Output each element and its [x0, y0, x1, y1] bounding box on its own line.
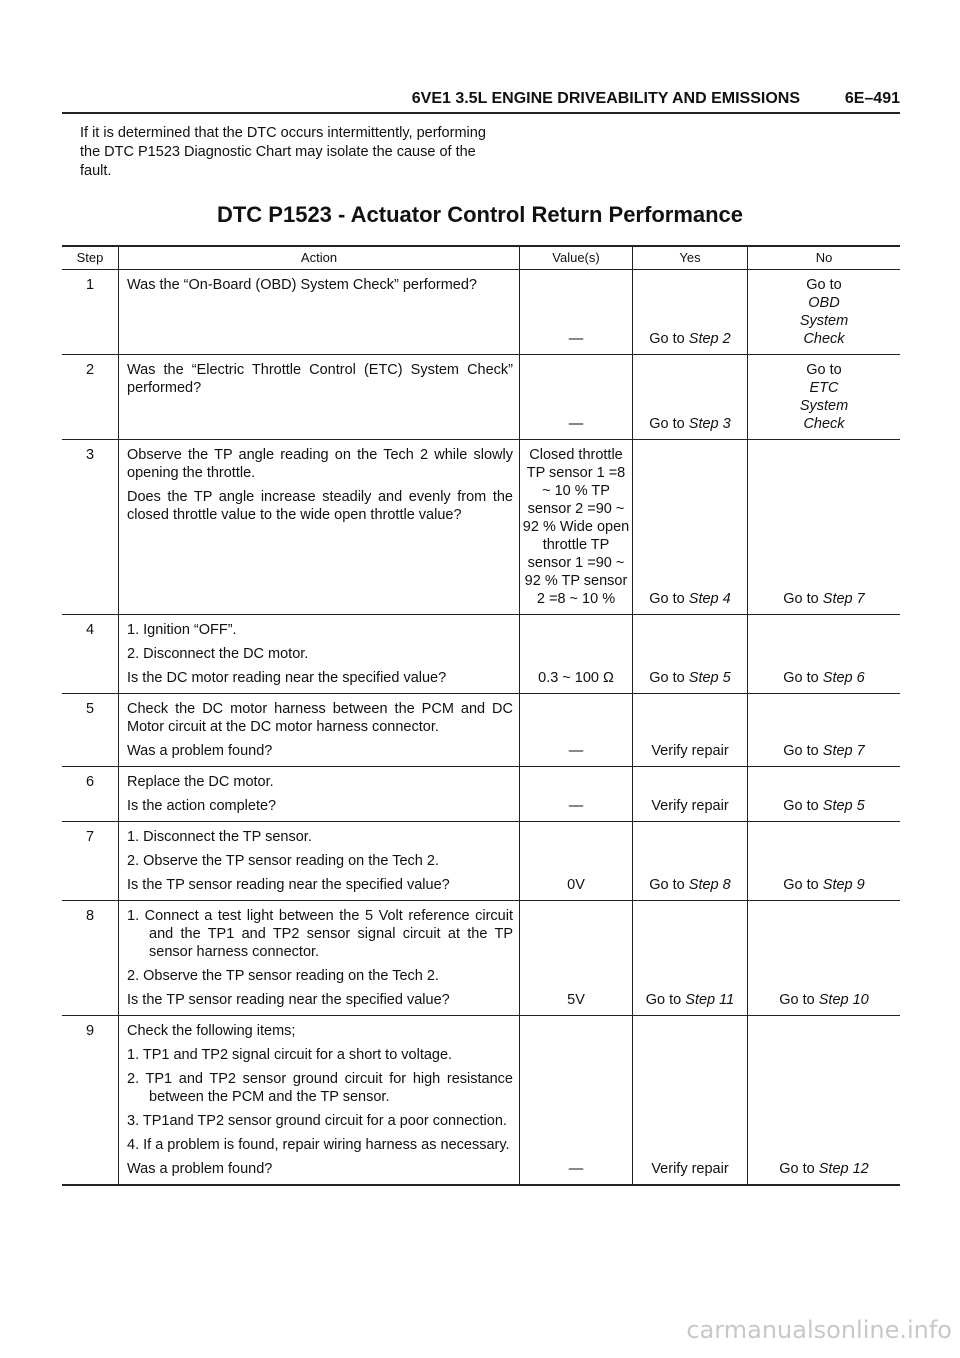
- no-cell: [748, 901, 901, 1016]
- action-line: Check the DC motor harness between the PCM and DC Motor circuit at the DC motor harness connector.: [127, 701, 513, 735]
- value-cell: 5V: [520, 901, 633, 1016]
- value-cell: 0.3 ~ 100 Ω: [520, 615, 633, 694]
- step-number: 7: [62, 822, 119, 901]
- no-cell-text: Go to: [783, 670, 819, 686]
- no-cell-reference: Step 6: [822, 670, 865, 686]
- no-cell-text: Go to: [783, 798, 819, 814]
- yes-cell: [633, 355, 748, 440]
- no-cell: [748, 767, 901, 822]
- no-cell-reference: Step 5: [822, 798, 865, 814]
- table-header-row: [62, 246, 900, 270]
- no-cell-text: Go to: [779, 992, 815, 1008]
- yes-cell: [633, 694, 748, 767]
- no-cell: [748, 355, 901, 440]
- yes-cell: [633, 615, 748, 694]
- action-line: 3. TP1and TP2 sensor ground circuit for a poor connection.: [127, 1113, 507, 1129]
- no-cell-text: Go to: [806, 277, 842, 293]
- yes-cell-text: Verify repair: [651, 743, 729, 759]
- table-row: [62, 355, 900, 440]
- watermark: carmanualsonline.info: [686, 1316, 952, 1344]
- header-value: Value(s): [520, 246, 633, 270]
- yes-cell-reference: Step 8: [688, 877, 731, 893]
- action-line: Replace the DC motor.: [127, 774, 274, 790]
- action-line: 2. Disconnect the DC motor.: [127, 646, 309, 662]
- no-cell: [748, 694, 901, 767]
- value-cell: —: [520, 1016, 633, 1186]
- action-line: Observe the TP angle reading on the Tech 2 while slowly opening the throttle.: [127, 447, 513, 481]
- action-cell: [119, 355, 520, 440]
- page-number: 6E–491: [844, 90, 900, 107]
- value-cell: —: [520, 767, 633, 822]
- page-header: [62, 86, 900, 114]
- action-cell: [119, 694, 520, 767]
- yes-cell: [633, 270, 748, 355]
- step-number: 9: [62, 1016, 119, 1186]
- action-line: 4. If a problem is found, repair wiring harness as necessary.: [127, 1137, 510, 1153]
- no-cell: [748, 440, 901, 615]
- table-row: [62, 615, 900, 694]
- step-number: 6: [62, 767, 119, 822]
- value-cell: —: [520, 355, 633, 440]
- table-row: [62, 1016, 900, 1186]
- no-cell-text: Go to: [783, 877, 819, 893]
- step-number: 4: [62, 615, 119, 694]
- no-cell-text: Go to: [806, 362, 842, 378]
- no-cell-reference: Step 7: [822, 591, 865, 607]
- value-cell: 0V: [520, 822, 633, 901]
- table-row: [62, 270, 900, 355]
- value-cell: Closed throttle TP sensor 1 =8 ~ 10 % TP sensor 2 =90 ~ 92 % Wide open throttle TP sensor 1 =90 ~ 92 % TP sensor 2 =8 ~ 10 %: [520, 440, 633, 615]
- header-action: Action: [119, 246, 520, 270]
- no-cell-text: Go to: [783, 743, 819, 759]
- action-line: 1. TP1 and TP2 signal circuit for a short to voltage.: [127, 1047, 453, 1063]
- yes-cell-text: Go to: [649, 331, 685, 347]
- value-cell: —: [520, 694, 633, 767]
- action-cell: [119, 767, 520, 822]
- yes-cell: [633, 822, 748, 901]
- no-cell: [748, 615, 901, 694]
- table-row: [62, 440, 900, 615]
- table-row: [62, 767, 900, 822]
- action-line: Is the DC motor reading near the specified value?: [127, 670, 447, 686]
- header-yes: Yes: [633, 246, 748, 270]
- action-line: Is the TP sensor reading near the specified value?: [127, 877, 450, 893]
- step-number: 1: [62, 270, 119, 355]
- no-cell-reference: Step 9: [822, 877, 865, 893]
- table-row: [62, 694, 900, 767]
- intro-paragraph: If it is determined that the DTC occurs intermittently, performing the DTC P1523 Diagnostic Chart may isolate the cause of the fault.: [80, 125, 486, 179]
- action-cell: [119, 822, 520, 901]
- action-line: Check the following items;: [127, 1023, 296, 1039]
- no-cell-reference: Step 7: [822, 743, 865, 759]
- action-line: 2. TP1 and TP2 sensor ground circuit for high resistance between the PCM and the TP sensor.: [127, 1071, 513, 1105]
- yes-cell: [633, 1016, 748, 1186]
- yes-cell: [633, 901, 748, 1016]
- yes-cell-text: Go to: [649, 877, 685, 893]
- yes-cell-text: Go to: [649, 591, 685, 607]
- yes-cell-reference: Step 2: [688, 331, 731, 347]
- action-cell: [119, 615, 520, 694]
- table-row: [62, 822, 900, 901]
- chart-title: DTC P1523 - Actuator Control Return Performance: [216, 202, 744, 227]
- action-line: 2. Observe the TP sensor reading on the Tech 2.: [127, 853, 439, 869]
- header-no: No: [748, 246, 901, 270]
- action-line: 1. Connect a test light between the 5 Volt reference circuit and the TP1 and TP2 sensor signal circuit at the TP sensor harness connector.: [127, 908, 513, 960]
- no-cell-reference: ETC System Check: [799, 380, 849, 432]
- action-line: Was a problem found?: [127, 743, 273, 759]
- action-line: Was the “On-Board (OBD) System Check” performed?: [127, 277, 477, 293]
- header-title: 6VE1 3.5L ENGINE DRIVEABILITY AND EMISSIONS: [411, 90, 800, 107]
- no-cell: [748, 1016, 901, 1186]
- step-number: 8: [62, 901, 119, 1016]
- yes-cell-reference: Step 4: [688, 591, 731, 607]
- table-row: [62, 901, 900, 1016]
- diagnostic-table: [62, 245, 900, 1186]
- no-cell-text: Go to: [783, 591, 819, 607]
- step-number: 2: [62, 355, 119, 440]
- yes-cell-text: Go to: [649, 416, 685, 432]
- step-number: 3: [62, 440, 119, 615]
- yes-cell-text: Verify repair: [651, 798, 729, 814]
- no-cell: [748, 270, 901, 355]
- action-cell: [119, 270, 520, 355]
- action-line: Was a problem found?: [127, 1161, 273, 1177]
- yes-cell-text: Verify repair: [651, 1161, 729, 1177]
- table-body: [62, 270, 900, 1186]
- step-number: 5: [62, 694, 119, 767]
- no-cell-reference: OBD System Check: [799, 295, 849, 347]
- action-line: Is the TP sensor reading near the specified value?: [127, 992, 450, 1008]
- action-cell: [119, 440, 520, 615]
- action-line: Does the TP angle increase steadily and evenly from the closed throttle value to the wide open throttle value?: [127, 489, 513, 523]
- action-line: 1. Ignition “OFF”.: [127, 622, 237, 638]
- action-line: Is the action complete?: [127, 798, 277, 814]
- no-cell-reference: Step 12: [818, 1161, 869, 1177]
- header-step: Step: [62, 246, 119, 270]
- action-cell: [119, 901, 520, 1016]
- yes-cell-reference: Step 3: [688, 416, 731, 432]
- yes-cell: [633, 440, 748, 615]
- yes-cell: [633, 767, 748, 822]
- action-line: 2. Observe the TP sensor reading on the Tech 2.: [127, 968, 439, 984]
- no-cell-reference: Step 10: [818, 992, 869, 1008]
- yes-cell-text: Go to: [645, 992, 682, 1008]
- yes-cell-reference: Step 5: [688, 670, 731, 686]
- action-line: 1. Disconnect the TP sensor.: [127, 829, 312, 845]
- no-cell-text: Go to: [779, 1161, 815, 1177]
- action-cell: [119, 1016, 520, 1186]
- yes-cell-reference: Step 11: [685, 992, 735, 1008]
- no-cell: [748, 822, 901, 901]
- action-line: Was the “Electric Throttle Control (ETC) System Check” performed?: [127, 362, 513, 396]
- value-cell: —: [520, 270, 633, 355]
- yes-cell-text: Go to: [649, 670, 685, 686]
